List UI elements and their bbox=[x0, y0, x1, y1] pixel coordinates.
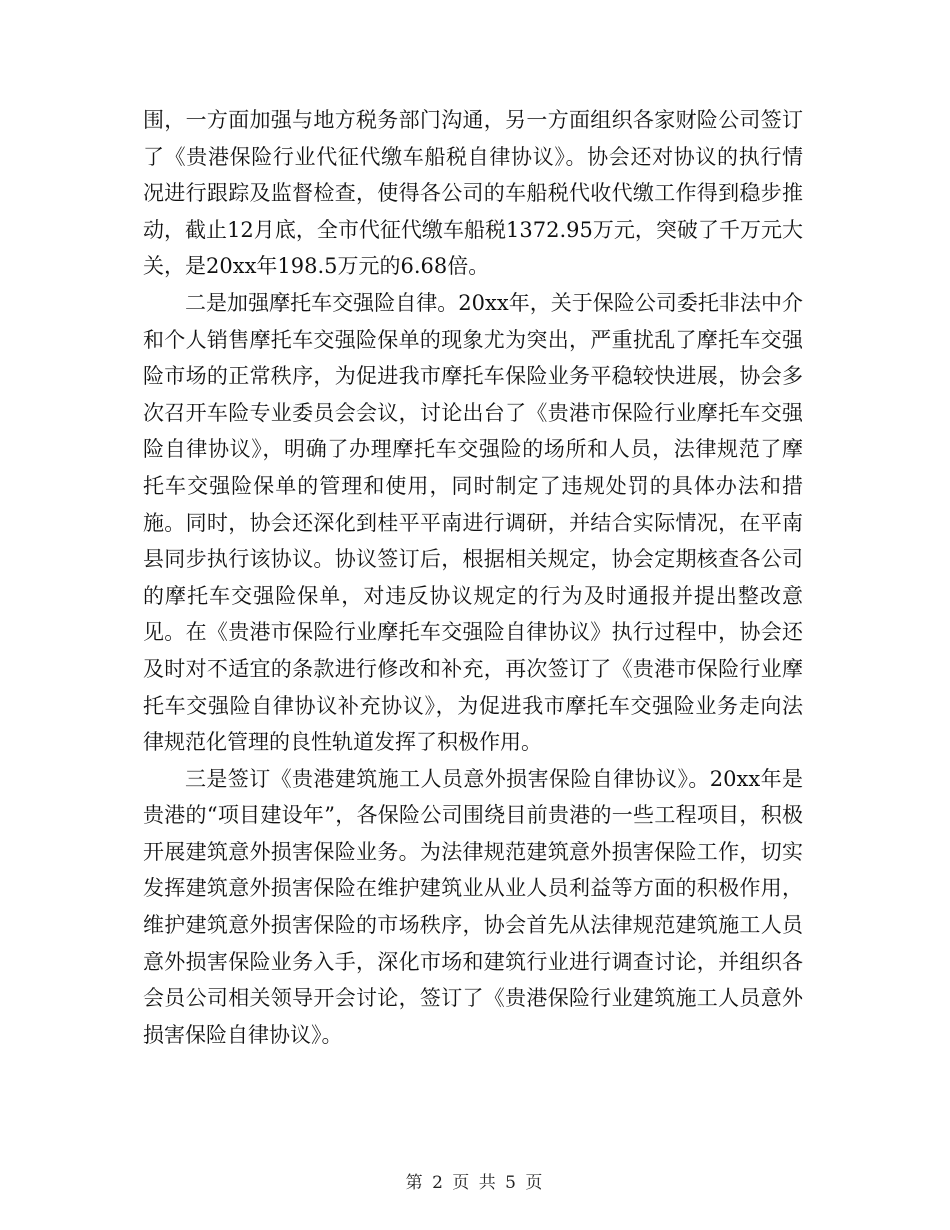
paragraph-1: 围，一方面加强与地方税务部门沟通，另一方面组织各家财险公司签订了《贵港保险行业代征代缴车船税自律协议》。协会还对协议的执行情况进行跟踪及监督检查，使得各公司的车船税代收代缴工作得到稳步推动，截止12月底，全市代征代缴车船税1372.95万元，突破了千万元大关，是20xx年198.5万元的6.68倍。 bbox=[143, 108, 803, 279]
paragraph-2: 二是加强摩托车交强险自律。20xx年，关于保险公司委托非法中介和个人销售摩托车交强险保单的现象尤为突出，严重扰乱了摩托车交强险市场的正常秩序，为促进我市摩托车保险业务平稳较快进展，协会多次召开车险专业委员会会议，讨论出台了《贵港市保险行业摩托车交强险自律协议》，明确了办理摩托车交强险的场所和人员，法律规范了摩托车交强险保单的管理和使用，同时制定了违规处罚的具体办法和措施。同时，协会还深化到桂平平南进行调研，并结合实际情况，在平南县同步执行该协议。协议签订后，根据相关规定，协会定期核查各公司的摩托车交强险保单，对违反协议规定的行为及时通报并提出整改意见。在《贵港市保险行业摩托车交强险自律协议》执行过程中，协会还及时对不适宜的条款进行修改和补充，再次签订了《贵港市保险行业摩托车交强险自律协议补充协议》，为促进我市摩托车交强险业务走向法律规范化管理的良性轨道发挥了积极作用。 bbox=[143, 290, 803, 755]
page-number-footer: 第 2 页 共 5 页 bbox=[405, 1173, 545, 1193]
document-body bbox=[143, 102, 803, 1053]
paragraph-3: 三是签订《贵港建筑施工人员意外损害保险自律协议》。20xx年是贵港的“项目建设年”，各保险公司围绕目前贵港的一些工程项目，积极开展建筑意外损害保险业务。为法律规范建筑意外损害保险工作，切实发挥建筑意外损害保险在维护建筑业从业人员利益等方面的积极作用，维护建筑意外损害保险的市场秩序，协会首先从法律规范建筑施工人员意外损害保险业务入手，深化市场和建筑行业进行调查讨论，并组织各会员公司相关领导开会讨论，签订了《贵港保险行业建筑施工人员意外损害保险自律协议》。 bbox=[143, 766, 803, 1047]
